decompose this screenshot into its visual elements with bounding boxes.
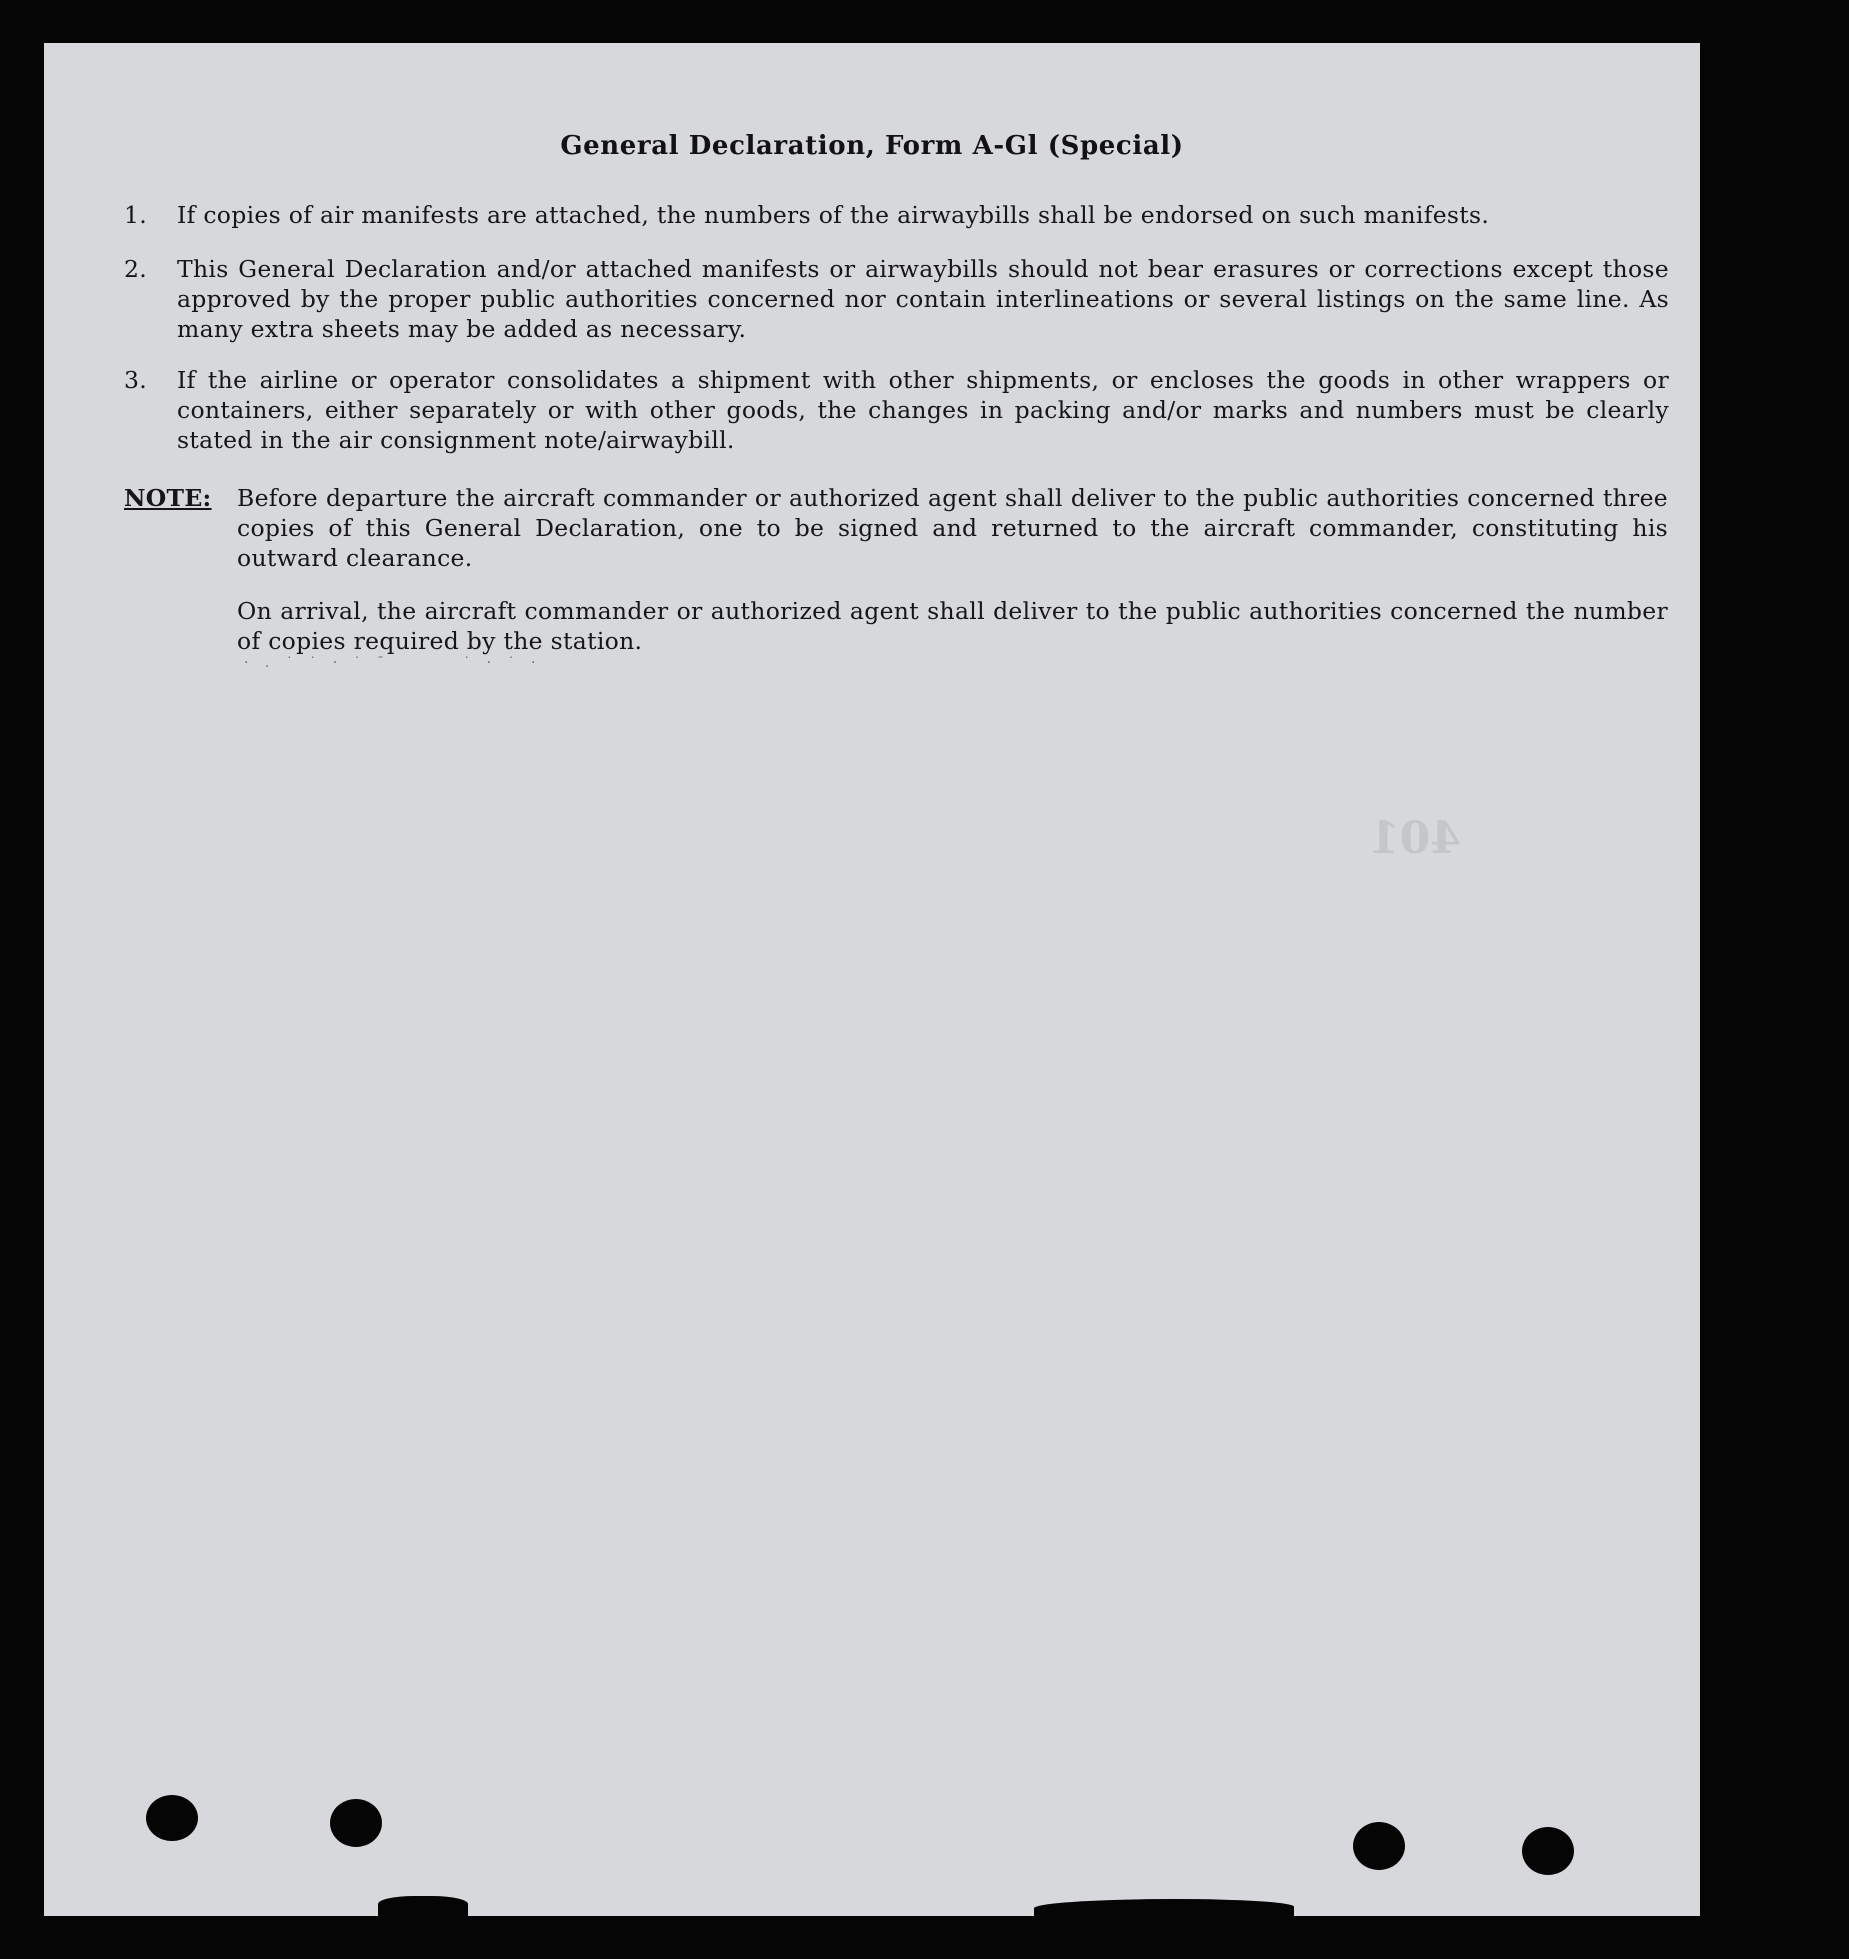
instruction-item-3 (124, 365, 1669, 455)
note-paragraph-2: On arrival, the aircraft commander or authorized agent shall deliver to the public authorities concerned the number of copies required by the station. (237, 597, 1668, 655)
note-label: NOTE: (124, 484, 212, 512)
instruction-item-2 (124, 254, 1669, 344)
item-number: 3. (124, 366, 148, 394)
torn-edge (1034, 1899, 1294, 1916)
item-number: 1. (124, 201, 148, 229)
bleed-through-number: 401 (1369, 813, 1461, 864)
document-page (44, 43, 1700, 1916)
torn-edge (378, 1896, 468, 1916)
item-text: If copies of air manifests are attached, the numbers of the airwaybills shall be endorsed on such manifests. (177, 201, 1490, 229)
item-text: This General Declaration and/or attached manifests or airwaybills should not bear erasures or corrections except those approved by the proper public authorities concerned nor contain interlineations or several listings on the same line. As many extra sheets may be added as necessary. (177, 255, 1669, 343)
item-number: 2. (124, 255, 148, 283)
document-title: General Declaration, Form A-Gl (Special) (560, 131, 1184, 161)
punch-hole (330, 1799, 382, 1847)
punch-hole (1353, 1822, 1405, 1870)
punch-hole (146, 1795, 198, 1841)
note-paragraph-1: Before departure the aircraft commander or authorized agent shall deliver to the public authorities concerned three copies of this General Declaration, one to be signed and returned to the aircraft commander, constituting his outward clearance. (237, 484, 1668, 572)
instruction-item-1 (124, 200, 1669, 230)
item-text: If the airline or operator consolidates a shipment with other shipments, or encloses the goods in other wrappers or containers, either separately or with other goods, the changes in packing and/or marks and numbers must be clearly stated in the air consignment note/airwaybill. (177, 366, 1669, 454)
ink-specks: · . ˙ ˙ · ˙ ˉ ˙ · ˙ · (244, 655, 542, 671)
punch-hole (1522, 1827, 1574, 1875)
